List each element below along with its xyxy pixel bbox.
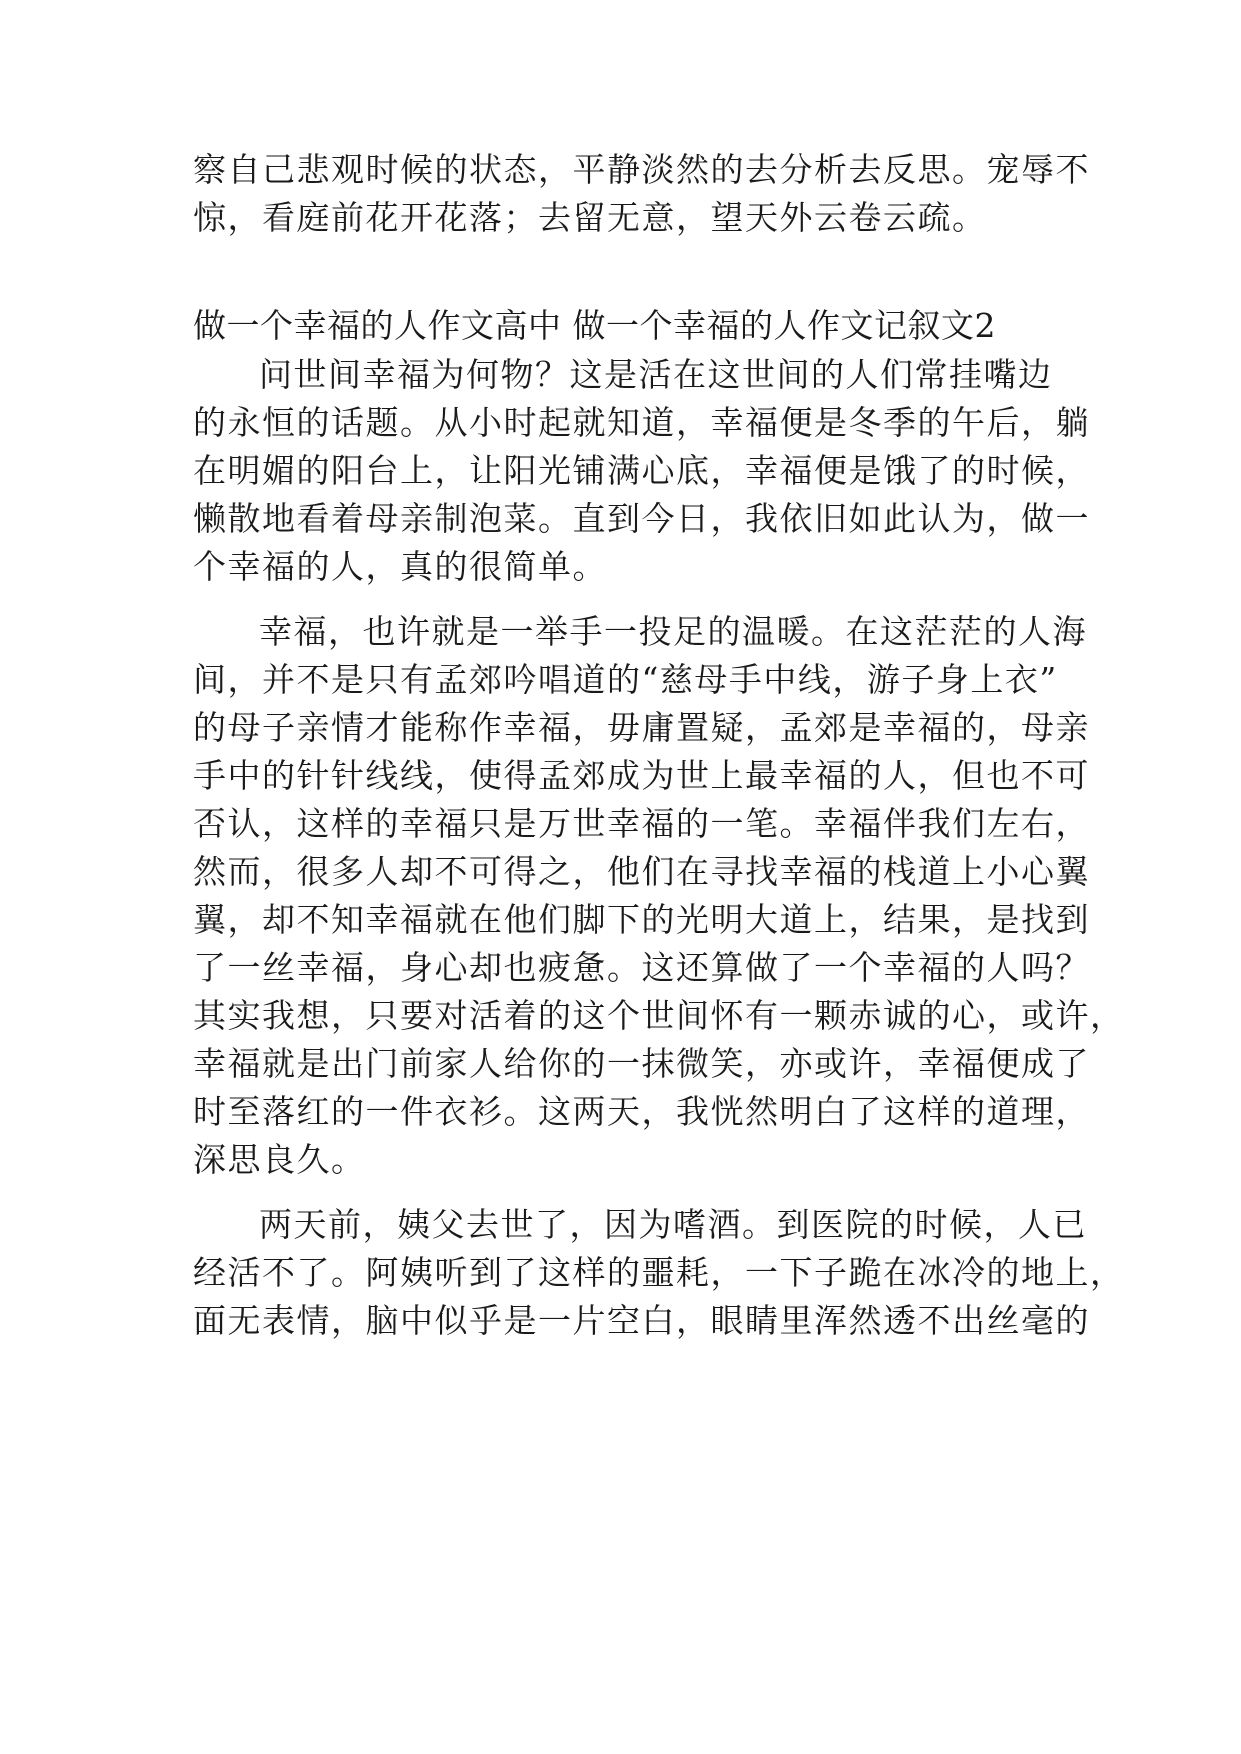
paragraph-line: 的母子亲情才能称作幸福，毋庸置疑，孟郊是幸福的，母亲 bbox=[193, 708, 1090, 747]
paragraph-line: 了一丝幸福，身心却也疲惫。这还算做了一个幸福的人吗？ bbox=[193, 948, 1090, 987]
paragraph-line: 深思良久。 bbox=[193, 1140, 366, 1179]
paragraph-line: 然而，很多人却不可得之，他们在寻找幸福的栈道上小心翼 bbox=[193, 852, 1090, 891]
paragraph-line: 幸福，也许就是一举手一投足的温暖。在这茫茫的人海 bbox=[259, 612, 1087, 651]
paragraph-line: 时至落红的一件衣衫。这两天，我恍然明白了这样的道理， bbox=[193, 1092, 1090, 1131]
paragraph-line: 手中的针针线线，使得孟郊成为世上最幸福的人，但也不可 bbox=[193, 756, 1090, 795]
section-heading: 做一个幸福的人作文高中 做一个幸福的人作文记叙文2 bbox=[193, 306, 996, 345]
paragraph-line: 经活不了。阿姨听到了这样的噩耗，一下子跪在冰冷的地上， bbox=[193, 1253, 1125, 1292]
paragraph-line: 翼，却不知幸福就在他们脚下的光明大道上，结果，是找到 bbox=[193, 900, 1090, 939]
intro-line: 惊，看庭前花开花落；去留无意，望天外云卷云疏。 bbox=[193, 198, 987, 237]
paragraph-line: 其实我想，只要对活着的这个世间怀有一颗赤诚的心，或许， bbox=[193, 996, 1125, 1035]
paragraph-line: 个幸福的人，真的很简单。 bbox=[193, 547, 607, 586]
paragraph-line: 否认，这样的幸福只是万世幸福的一笔。幸福伴我们左右， bbox=[193, 804, 1090, 843]
paragraph-line: 懒散地看着母亲制泡菜。直到今日，我依旧如此认为，做一 bbox=[193, 499, 1090, 538]
paragraph-line: 两天前，姨父去世了，因为嗜酒。到医院的时候，人已 bbox=[259, 1205, 1087, 1244]
paragraph-line: 问世间幸福为何物？这是活在这世间的人们常挂嘴边 bbox=[259, 355, 1053, 394]
paragraph-line: 在明媚的阳台上，让阳光铺满心底，幸福便是饿了的时候， bbox=[193, 451, 1090, 490]
paragraph-line: 间，并不是只有孟郊吟唱道的“慈母手中线，游子身上衣” bbox=[193, 660, 1058, 699]
paragraph-line: 的永恒的话题。从小时起就知道，幸福便是冬季的午后，躺 bbox=[193, 403, 1090, 442]
paragraph-line: 面无表情，脑中似乎是一片空白，眼睛里浑然透不出丝毫的 bbox=[193, 1301, 1090, 1340]
paragraph-line: 幸福就是出门前家人给你的一抹微笑，亦或许，幸福便成了 bbox=[193, 1044, 1090, 1083]
intro-line: 察自己悲观时候的状态，平静淡然的去分析去反思。宠辱不 bbox=[193, 150, 1090, 189]
